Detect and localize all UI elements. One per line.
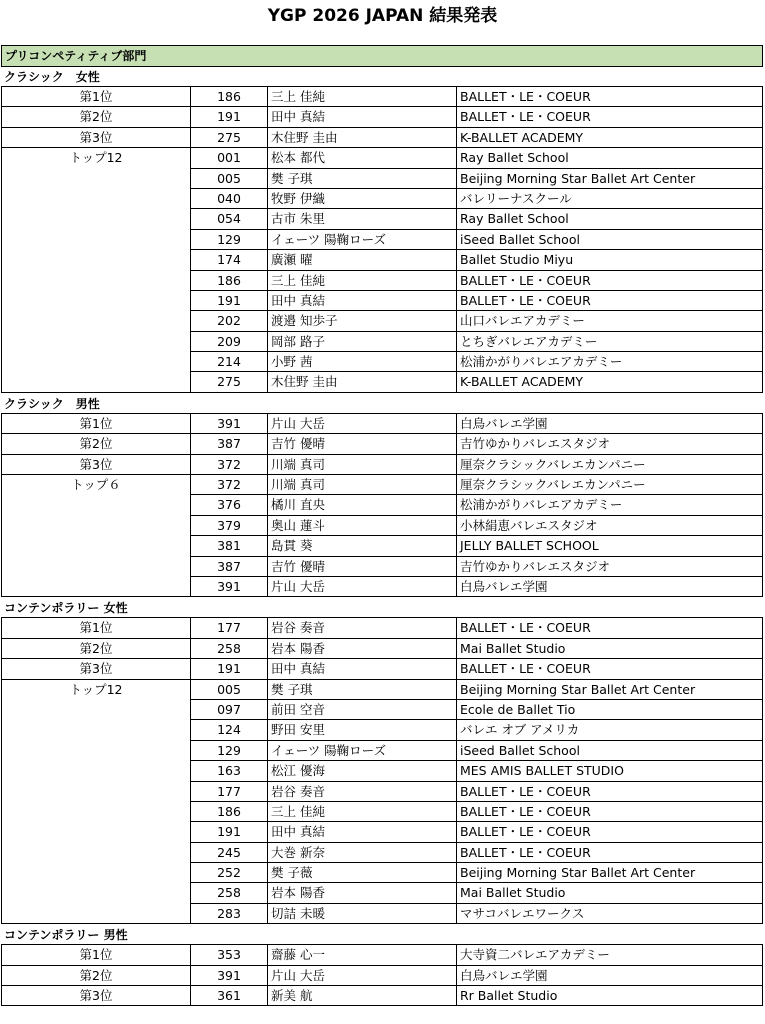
dancer-name-cell: 吉竹 優晴: [268, 434, 457, 454]
table-row: [1, 577, 763, 597]
dancer-name-cell: 大巻 新奈: [268, 843, 457, 863]
entry-number-cell: 391: [191, 414, 268, 434]
school-cell: K-BALLET ACADEMY: [457, 372, 763, 392]
school-cell: 厘奈クラシックバレエカンパニー: [457, 455, 763, 475]
dancer-name-cell: 樊 子琪: [268, 680, 457, 700]
table-row: [1, 250, 763, 270]
school-cell: 松浦かがりバレエアカデミー: [457, 352, 763, 372]
table-row: [1, 271, 763, 291]
division-header: プリコンペティティブ部門: [1, 45, 763, 67]
dancer-name-cell: 三上 佳純: [268, 802, 457, 822]
table-row: [1, 414, 763, 434]
entry-number-cell: 177: [191, 782, 268, 802]
school-cell: K-BALLET ACADEMY: [457, 128, 763, 148]
dancer-name-cell: 廣瀬 曜: [268, 250, 457, 270]
rank-cell: [1, 311, 191, 331]
dancer-name-cell: 奥山 蓮斗: [268, 516, 457, 536]
rank-cell: 第2位: [1, 966, 191, 986]
school-cell: 小林絹恵バレエスタジオ: [457, 516, 763, 536]
rank-cell: 第1位: [1, 945, 191, 965]
dancer-name-cell: 三上 佳純: [268, 271, 457, 291]
table-row: [1, 107, 763, 127]
rank-cell: [1, 720, 191, 740]
entry-number-cell: 214: [191, 352, 268, 372]
school-cell: バレリーナスクール: [457, 189, 763, 209]
rank-cell: [1, 741, 191, 761]
school-cell: BALLET・LE・COEUR: [457, 782, 763, 802]
rank-cell: 第3位: [1, 659, 191, 679]
entry-number-cell: 381: [191, 536, 268, 556]
entry-number-cell: 186: [191, 271, 268, 291]
entry-number-cell: 391: [191, 577, 268, 597]
dancer-name-cell: 岩本 陽香: [268, 639, 457, 659]
rank-cell: [1, 209, 191, 229]
entry-number-cell: 283: [191, 904, 268, 924]
table-row: [1, 455, 763, 475]
school-cell: 山口バレエアカデミー: [457, 311, 763, 331]
rank-cell: 第3位: [1, 986, 191, 1006]
dancer-name-cell: 吉竹 優晴: [268, 557, 457, 577]
table-row: [1, 372, 763, 392]
dancer-name-cell: 橘川 直央: [268, 495, 457, 515]
rank-cell: [1, 782, 191, 802]
school-cell: 白鳥バレエ学園: [457, 966, 763, 986]
table-row: [1, 87, 763, 107]
rank-cell: [1, 372, 191, 392]
school-cell: BALLET・LE・COEUR: [457, 802, 763, 822]
rank-cell: [1, 352, 191, 372]
entry-number-cell: 054: [191, 209, 268, 229]
dancer-name-cell: 古市 朱里: [268, 209, 457, 229]
table-row: [1, 189, 763, 209]
dancer-name-cell: イェーツ 陽鞠ローズ: [268, 741, 457, 761]
entry-number-cell: 097: [191, 700, 268, 720]
rank-cell: 第3位: [1, 128, 191, 148]
entry-number-cell: 129: [191, 230, 268, 250]
school-cell: 吉竹ゆかりバレエスタジオ: [457, 557, 763, 577]
dancer-name-cell: 牧野 伊織: [268, 189, 457, 209]
entry-number-cell: 258: [191, 883, 268, 903]
school-cell: Beijing Morning Star Ballet Art Center: [457, 169, 763, 189]
rank-cell: [1, 700, 191, 720]
school-cell: 白鳥バレエ学園: [457, 577, 763, 597]
page-title: YGP 2026 JAPAN 結果発表: [267, 6, 498, 26]
table-row: [1, 945, 763, 965]
school-cell: 吉竹ゆかりバレエスタジオ: [457, 434, 763, 454]
rank-cell: 第1位: [1, 414, 191, 434]
school-cell: BALLET・LE・COEUR: [457, 618, 763, 638]
school-cell: BALLET・LE・COEUR: [457, 107, 763, 127]
table-row: [1, 516, 763, 536]
rank-cell: [1, 557, 191, 577]
entry-number-cell: 209: [191, 332, 268, 352]
table-row: [1, 536, 763, 556]
rank-cell: 第1位: [1, 87, 191, 107]
entry-number-cell: 275: [191, 372, 268, 392]
rank-cell: [1, 169, 191, 189]
table-row: [1, 883, 763, 903]
section-heading: コンテンポラリー 男性: [1, 925, 763, 945]
rank-cell: [1, 332, 191, 352]
table-row: [1, 782, 763, 802]
entry-number-cell: 245: [191, 843, 268, 863]
table-row: [1, 128, 763, 148]
table-row: [1, 475, 763, 495]
dancer-name-cell: 岩本 陽香: [268, 883, 457, 903]
table-row: [1, 291, 763, 311]
entry-number-cell: 163: [191, 761, 268, 781]
school-cell: 厘奈クラシックバレエカンパニー: [457, 475, 763, 495]
rank-cell: [1, 495, 191, 515]
school-cell: 白鳥バレエ学園: [457, 414, 763, 434]
dancer-name-cell: 川端 真司: [268, 475, 457, 495]
entry-number-cell: 252: [191, 863, 268, 883]
school-cell: iSeed Ballet School: [457, 741, 763, 761]
dancer-name-cell: 松江 優海: [268, 761, 457, 781]
entry-number-cell: 372: [191, 475, 268, 495]
entry-number-cell: 191: [191, 822, 268, 842]
table-row: [1, 986, 763, 1006]
school-cell: とちぎバレエアカデミー: [457, 332, 763, 352]
rank-cell: [1, 271, 191, 291]
entry-number-cell: 005: [191, 169, 268, 189]
dancer-name-cell: 島貫 葵: [268, 536, 457, 556]
entry-number-cell: 191: [191, 107, 268, 127]
table-row: [1, 495, 763, 515]
entry-number-cell: 191: [191, 659, 268, 679]
entry-number-cell: 186: [191, 802, 268, 822]
dancer-name-cell: 齋藤 心一: [268, 945, 457, 965]
school-cell: BALLET・LE・COEUR: [457, 271, 763, 291]
school-cell: MES AMIS BALLET STUDIO: [457, 761, 763, 781]
rank-cell: 第2位: [1, 434, 191, 454]
dancer-name-cell: 前田 空音: [268, 700, 457, 720]
entry-number-cell: 174: [191, 250, 268, 270]
dancer-name-cell: 樊 子薇: [268, 863, 457, 883]
table-row: [1, 680, 763, 700]
entry-number-cell: 005: [191, 680, 268, 700]
table-row: [1, 352, 763, 372]
rank-cell: [1, 291, 191, 311]
table-row: [1, 639, 763, 659]
entry-number-cell: 186: [191, 87, 268, 107]
dancer-name-cell: 片山 大岳: [268, 966, 457, 986]
section-heading: クラシック 女性: [1, 67, 763, 87]
school-cell: 松浦かがりバレエアカデミー: [457, 495, 763, 515]
table-row: [1, 904, 763, 924]
school-cell: Ballet Studio Miyu: [457, 250, 763, 270]
school-cell: BALLET・LE・COEUR: [457, 843, 763, 863]
rank-cell: 第2位: [1, 107, 191, 127]
dancer-name-cell: 新美 航: [268, 986, 457, 1006]
table-row: [1, 720, 763, 740]
rank-cell: [1, 761, 191, 781]
entry-number-cell: 258: [191, 639, 268, 659]
school-cell: バレエ オブ アメリカ: [457, 720, 763, 740]
table-row: [1, 209, 763, 229]
school-cell: JELLY BALLET SCHOOL: [457, 536, 763, 556]
table-row: [1, 332, 763, 352]
entry-number-cell: 379: [191, 516, 268, 536]
dancer-name-cell: イェーツ 陽鞠ローズ: [268, 230, 457, 250]
entry-number-cell: 177: [191, 618, 268, 638]
entry-number-cell: 124: [191, 720, 268, 740]
rank-cell: [1, 843, 191, 863]
table-row: [1, 557, 763, 577]
school-cell: BALLET・LE・COEUR: [457, 659, 763, 679]
table-row: [1, 434, 763, 454]
school-cell: Ray Ballet School: [457, 148, 763, 168]
rank-cell: トップ12: [1, 148, 191, 168]
rank-cell: [1, 536, 191, 556]
table-row: [1, 741, 763, 761]
table-row: [1, 802, 763, 822]
rank-cell: 第1位: [1, 618, 191, 638]
school-cell: Ecole de Ballet Tio: [457, 700, 763, 720]
table-row: [1, 761, 763, 781]
table-row: [1, 311, 763, 331]
dancer-name-cell: 渡邉 知歩子: [268, 311, 457, 331]
table-row: [1, 843, 763, 863]
entry-number-cell: 001: [191, 148, 268, 168]
dancer-name-cell: 川端 真司: [268, 455, 457, 475]
entry-number-cell: 387: [191, 434, 268, 454]
school-cell: iSeed Ballet School: [457, 230, 763, 250]
dancer-name-cell: 野田 安里: [268, 720, 457, 740]
entry-number-cell: 040: [191, 189, 268, 209]
table-row: [1, 966, 763, 986]
dancer-name-cell: 岩谷 奏音: [268, 782, 457, 802]
entry-number-cell: 202: [191, 311, 268, 331]
rank-cell: [1, 822, 191, 842]
table-row: [1, 148, 763, 168]
rank-cell: [1, 516, 191, 536]
school-cell: Beijing Morning Star Ballet Art Center: [457, 863, 763, 883]
table-row: [1, 169, 763, 189]
entry-number-cell: 129: [191, 741, 268, 761]
table-row: [1, 618, 763, 638]
dancer-name-cell: 田中 真結: [268, 291, 457, 311]
rank-cell: [1, 883, 191, 903]
dancer-name-cell: 田中 真結: [268, 822, 457, 842]
table-row: [1, 700, 763, 720]
rank-cell: [1, 577, 191, 597]
school-cell: Ray Ballet School: [457, 209, 763, 229]
dancer-name-cell: 樊 子琪: [268, 169, 457, 189]
section-heading: コンテンポラリー 女性: [1, 598, 763, 618]
rank-cell: [1, 230, 191, 250]
dancer-name-cell: 田中 真結: [268, 107, 457, 127]
section-heading: クラシック 男性: [1, 394, 763, 414]
rank-cell: [1, 189, 191, 209]
entry-number-cell: 376: [191, 495, 268, 515]
entry-number-cell: 191: [191, 291, 268, 311]
school-cell: BALLET・LE・COEUR: [457, 291, 763, 311]
table-row: [1, 863, 763, 883]
dancer-name-cell: 片山 大岳: [268, 577, 457, 597]
dancer-name-cell: 片山 大岳: [268, 414, 457, 434]
rank-cell: トップ６: [1, 475, 191, 495]
school-cell: Mai Ballet Studio: [457, 883, 763, 903]
rank-cell: [1, 863, 191, 883]
rank-cell: [1, 250, 191, 270]
rank-cell: トップ12: [1, 680, 191, 700]
school-cell: マサコバレエワークス: [457, 904, 763, 924]
dancer-name-cell: 三上 佳純: [268, 87, 457, 107]
results-sheet: [1, 45, 763, 1006]
entry-number-cell: 391: [191, 966, 268, 986]
entry-number-cell: 275: [191, 128, 268, 148]
entry-number-cell: 372: [191, 455, 268, 475]
dancer-name-cell: 小野 茜: [268, 352, 457, 372]
dancer-name-cell: 木住野 圭由: [268, 372, 457, 392]
dancer-name-cell: 松本 都代: [268, 148, 457, 168]
table-row: [1, 230, 763, 250]
dancer-name-cell: 岡部 路子: [268, 332, 457, 352]
table-row: [1, 659, 763, 679]
rank-cell: [1, 802, 191, 822]
table-row: [1, 822, 763, 842]
rank-cell: 第3位: [1, 455, 191, 475]
school-cell: Beijing Morning Star Ballet Art Center: [457, 680, 763, 700]
school-cell: Mai Ballet Studio: [457, 639, 763, 659]
dancer-name-cell: 岩谷 奏音: [268, 618, 457, 638]
dancer-name-cell: 切詰 未暖: [268, 904, 457, 924]
dancer-name-cell: 田中 真結: [268, 659, 457, 679]
dancer-name-cell: 木住野 圭由: [268, 128, 457, 148]
school-cell: Rr Ballet Studio: [457, 986, 763, 1006]
entry-number-cell: 387: [191, 557, 268, 577]
entry-number-cell: 353: [191, 945, 268, 965]
entry-number-cell: 361: [191, 986, 268, 1006]
rank-cell: 第2位: [1, 639, 191, 659]
rank-cell: [1, 904, 191, 924]
school-cell: 大寺資二バレエアカデミー: [457, 945, 763, 965]
school-cell: BALLET・LE・COEUR: [457, 87, 763, 107]
results-sections: [1, 67, 763, 1006]
school-cell: BALLET・LE・COEUR: [457, 822, 763, 842]
